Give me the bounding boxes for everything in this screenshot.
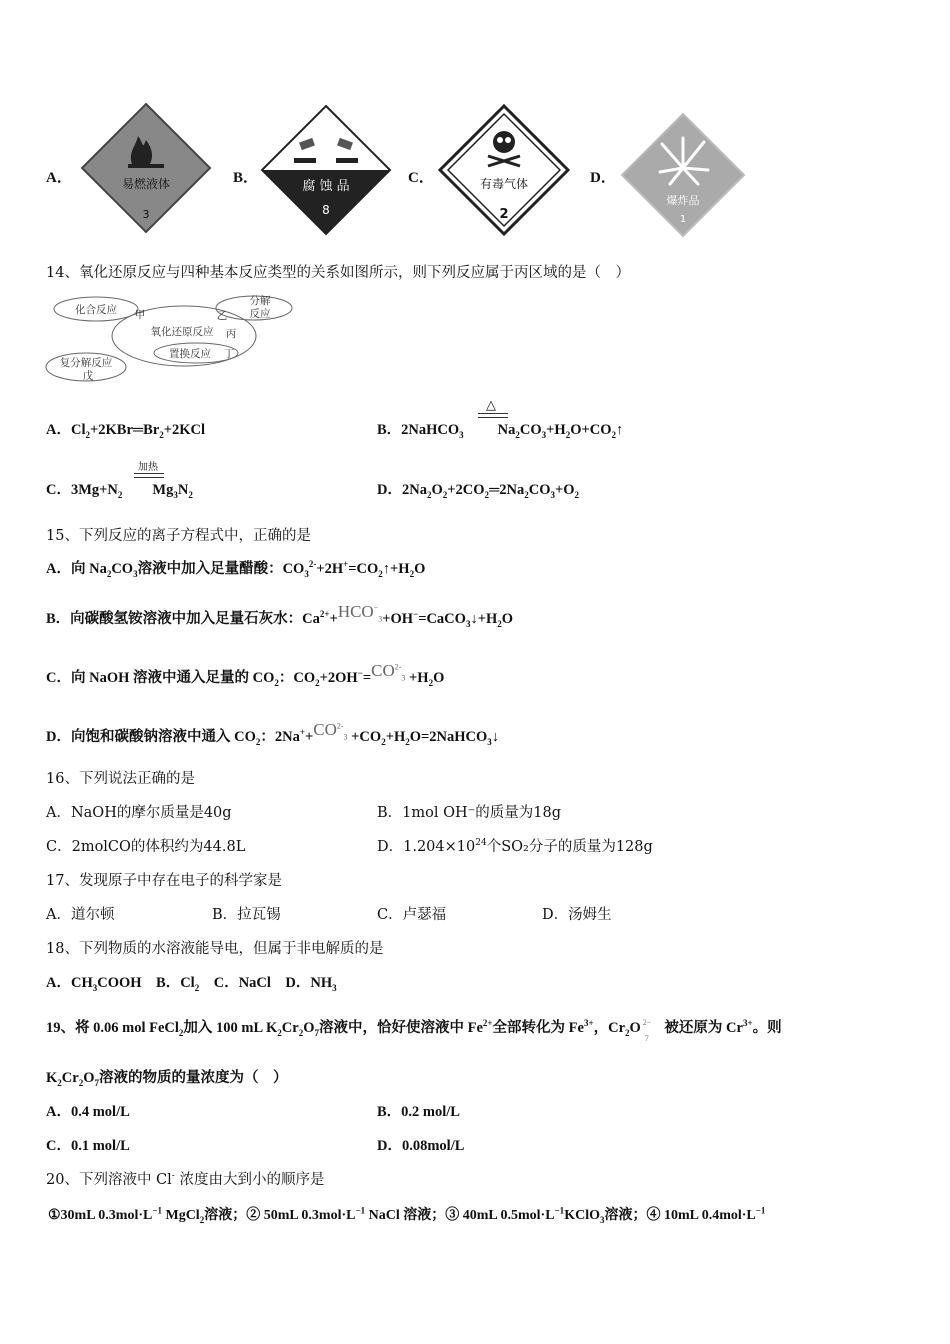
q17-stem: 17、发现原子中存在电子的科学家是 [46,873,282,889]
q19-option-c[interactable]: C．0.1 mol/L [46,1138,130,1154]
q20-stem-prefix: 20、下列溶液中 Cl [46,1172,172,1188]
q15-option-c[interactable]: C．向 NaOH 溶液中通入足量的 $CO_2$：$CO_2+2OH^-=CO^{2-}_3 +H_2O$ [46,661,445,688]
q18-stem: 18、下列物质的水溶液能导电，但属于非电解质的是 [46,941,384,957]
venn-yi: 乙 [216,310,228,322]
q16-stem: 16、下列说法正确的是 [46,771,195,787]
q14-option-c[interactable]: C．$3Mg+N_2$ $Mg_3N_2$ [46,482,193,500]
venn-combination: 化合反应 [75,304,117,316]
q19-option-b[interactable]: B．0.2 mol/L [377,1104,460,1120]
venn-bing: 丙 [225,328,237,340]
corrosive-sign [260,104,392,236]
q13-option-c-label[interactable]: C． [408,170,434,186]
q16-option-d[interactable] [377,835,653,856]
q18-options[interactable]: A．$CH_3COOH$ B．$Cl_2$ C．NaCl D．$NH_3$ [46,975,337,993]
venn-decomposition-2: 反应 [249,308,271,320]
q15-option-b[interactable]: B．向碳酸氢铵溶液中加入足量石灰水：$Ca^{2+}+HCO^-_3+OH^-=CaCO_3↓+H_2O$ [46,602,514,629]
q16-option-c[interactable]: C．2molCO的体积约为44.8L [46,839,246,855]
q13-c-class-num: 2 [499,207,509,222]
q16-option-b[interactable]: B．1mol OH⁻的质量为18g [377,805,562,821]
q17-option-d[interactable]: D．汤姆生 [542,907,612,923]
venn-wu: 戊 [82,370,94,382]
q14-stem: 14、氧化还原反应与四种基本反应类型的关系如图所示，则下列反应属于丙区域的是（ ） [46,265,630,281]
q14-option-a[interactable]: A．$Cl_2+2KBr═Br_2+2KCl$ [46,422,206,440]
q15-option-a[interactable]: A．向 $Na_2CO_3$溶液中加入足量醋酸：$CO_3^{2-}+2H^+=CO_2↑+H_2O$ [46,559,426,579]
q17-option-a[interactable]: A．道尔顿 [46,907,115,923]
q14-c-double-arrow [134,473,164,478]
q13-option-b-label[interactable]: B． [233,170,259,186]
q16-option-a[interactable]: A．NaOH的摩尔质量是40g [46,805,232,821]
q16-d-prefix: D．1.204×10 [377,839,476,855]
q13-a-class-num: 3 [142,208,150,221]
q20-stem-suffix: 浓度由大到小的顺序是 [174,1172,325,1188]
flammable-liquid-sign [80,102,212,234]
toxic-gas-sign [438,104,570,236]
q14-option-b[interactable]: B．2NaHCO$_3$ $Na_2CO_3+H_2O+CO_2↑$ [377,422,624,440]
venn-double-decomp: 复分解反应 [59,357,113,369]
q15-option-d[interactable]: D．向饱和碳酸钠溶液中通入 $CO_2$：$2Na^++CO^{2-}_3$ $+CO_2+H_2O=2NaHCO_3↓$ [46,720,500,747]
q17-option-c[interactable]: C．卢瑟福 [377,907,447,923]
q13-d-sign-text: 爆炸品 [666,194,700,207]
q19-option-d[interactable]: D．0.08mol/L [377,1138,465,1154]
q19-stem-line2: $K_2Cr_2O_7$溶液的物质的量浓度为（ ） [46,1070,288,1088]
venn-redox: 氧化还原反应 [150,326,214,338]
q13-a-sign-text: 易燃液体 [121,177,171,191]
q13-b-sign-text: 腐 蚀 品 [302,179,350,194]
heat-condition-symbol: △ [486,398,496,413]
explosive-sign [620,112,746,238]
q19-option-a[interactable]: A．0.4 mol/L [46,1104,130,1120]
venn-jia: 甲 [134,309,146,321]
q13-d-class-num: 1 [679,214,687,225]
q14-b-double-arrow [478,413,508,418]
q20-stem: 20、下列溶液中 Cl- 浓度由大到小的顺序是 [46,1171,325,1188]
q15-stem: 15、下列反应的离子方程式中，正确的是 [46,528,311,544]
q16-d-exp: 24 [475,838,487,849]
q13-option-d-label[interactable]: D． [590,170,616,186]
q17-option-b[interactable]: B．拉瓦锡 [212,907,281,923]
heat-condition-text: 加热 [138,462,158,473]
q14-option-d[interactable]: D．$2Na_2O_2+2CO_2═2Na_2CO_3+O_2$ [377,482,580,500]
venn-displacement: 置换反应 [169,348,211,360]
q13-b-class-num: 8 [322,203,330,217]
redox-venn-diagram [44,292,294,384]
q13-option-a-label[interactable]: A． [46,170,72,186]
q16-d-suffix: 个SO₂分子的质量为128g [486,839,653,855]
venn-ding: 丁 [223,348,235,360]
q13-c-sign-text: 有毒气体 [479,177,529,191]
q20-solutions: ①30mL $0.3mol\cdot L^{-1}$ MgCl$_2$溶液；② 50mL $0.3mol\cdot L^{-1}$ NaCl 溶液；③ 40mL $0.5mol\cdot L^{-1}KClO_3$溶液；④ 10mL $0.4mol\cdot L^{-1}$ [48,1205,766,1225]
q19-stem-line1: 19、将 0.06 mol FeCl$_2$加入 100 mL $K_2Cr_2O_7$溶液中，恰好使溶液中 $Fe^{2+}$全部转化为 $Fe^{3+}$，$Cr_2O$ 2− 7 被还原为 $Cr^{3+}$。则 [46,1018,782,1043]
venn-decomposition-1: 分解 [249,295,271,307]
